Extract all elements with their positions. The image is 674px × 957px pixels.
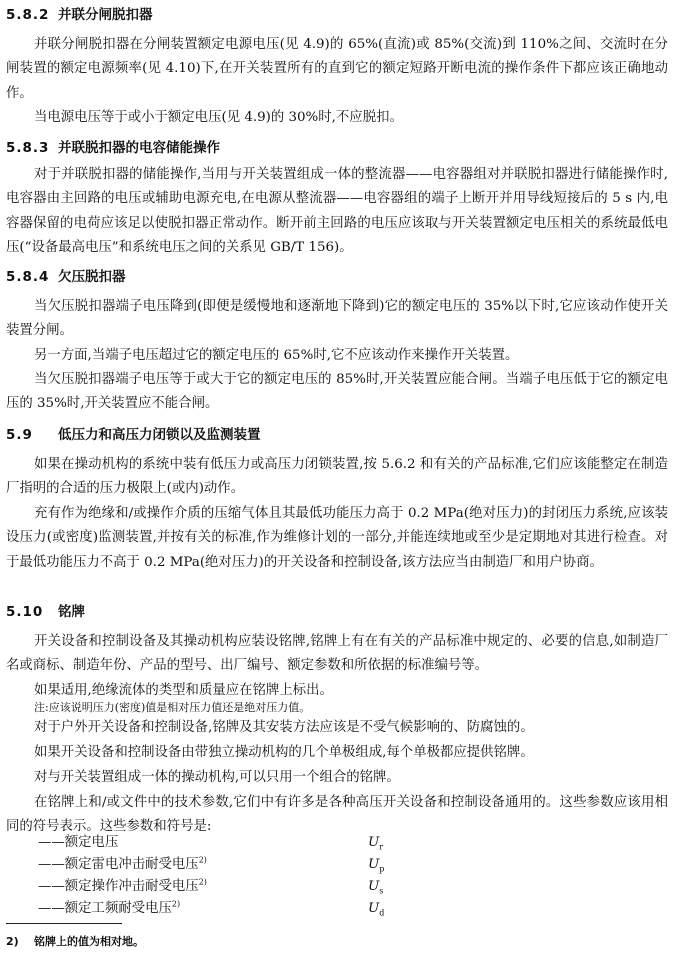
paragraph: 当欠压脱扣器端子电压等于或大于它的额定电压的 85%时,开关装置应能合闸。当端子电压低于它的额定电压的 35%时,开关装置应不能合闸。	[6, 372, 668, 412]
paragraph: 开关设备和控制设备及其操动机构应装设铭牌,铭牌上有在有关的产品标准中规定的、必要的信息,如制造厂名或商标、制造年份、产品的型号、出厂编号、额定参数和所依据的标准编号等。	[6, 634, 668, 674]
footnote-text: 铭牌上的值为相对地。	[34, 935, 144, 948]
note: 注:应该说明压力(密度)值是相对压力值还是绝对压力值。	[34, 701, 311, 714]
paragraph: 另一方面,当端子电压超过它的额定电压的 65%时,它不应该动作来操作开关装置。	[34, 348, 519, 363]
parameter-symbol: $U_s$	[368, 879, 384, 896]
paragraph: 在铭牌上和/或文件中的技术参数,它们中有许多是各种高压开关设备和控制设备通用的。这些参数应该用相同的符号表示。这些参数和符号是:	[6, 795, 668, 835]
parameter-symbol: $U_d$	[368, 901, 385, 918]
section-title: 并联分闸脱扣器	[58, 7, 153, 23]
parameter-row	[38, 898, 458, 920]
section-heading-5-8-3	[6, 139, 220, 157]
section-heading-5-8-4	[6, 268, 126, 286]
parameter-row	[38, 876, 458, 898]
parameter-row	[38, 854, 458, 876]
paragraph: 如果开关设备和控制设备由带独立操动机构的几个单极组成,每个单极都应提供铭牌。	[34, 745, 534, 760]
paragraph: 当欠压脱扣器端子电压降到(即便是缓慢地和逐渐地下降到)它的额定电压的 35%以下时,它应该动作使开关装置分闸。	[6, 299, 668, 339]
parameter-label: ——额定工频耐受电压$^{2)}$	[38, 899, 181, 916]
paragraph: 并联分闸脱扣器在分闸装置额定电源电压(见 4.9)的 65%(直流)或 85%(交流)到 110%之间、交流时在分闸装置的额定电源频率(见 4.10)下,在开关装置所有的直到它的额定短路开断电流的操作条件下都应该正确地动作。	[6, 37, 668, 101]
parameter-label: ——额定操作冲击耐受电压$^{2)}$	[38, 877, 207, 894]
parameter-symbol: $U_p$	[368, 857, 385, 874]
section-title: 并联脱扣器的电容储能操作	[58, 140, 220, 156]
section-heading-5-9	[6, 426, 261, 444]
paragraph: 对与开关装置组成一体的操动机构,可以只用一个组合的铭牌。	[34, 770, 400, 785]
paragraph: 充有作为绝缘和/或操作介质的压缩气体且其最低功能压力高于 0.2 MPa(绝对压力)的封闭压力系统,应该装设压力(或密度)监测装置,并按有关的标准,作为维修计划的一部分,并能连续地或至少是定期地对其进行检查。对于最低功能压力不高于 0.2 MPa(绝对压力)的开关设备和控制设备,该方法应当由制造厂和用户协商。	[6, 506, 668, 570]
parameter-row	[38, 832, 458, 854]
section-title: 低压力和高压力闭锁以及监测装置	[58, 427, 261, 443]
paragraph: 如果适用,绝缘流体的类型和质量应在铭牌上标出。	[34, 683, 333, 698]
section-number: 5.10	[6, 604, 44, 620]
section-number: 5.8.2	[6, 7, 50, 23]
parameter-symbol: $U_r$	[368, 835, 384, 852]
footnote-divider	[6, 923, 122, 924]
footnote-mark: 2)	[6, 935, 19, 948]
parameter-label: ——额定雷电冲击耐受电压$^{2)}$	[38, 855, 207, 872]
section-heading-5-8-2	[6, 6, 153, 24]
section-number: 5.8.4	[6, 269, 50, 285]
paragraph: 对于并联脱扣器的储能操作,当用与开关装置组成一体的整流器——电容器组对并联脱扣器进行储能操作时,电容器由主回路的电压或辅助电源充电,在电源从整流器——电容器组的端子上断开并用导线短接后的 5 s 内,电容器保留的电荷应该足以使脱扣器正常动作。断开前主回路的电压应该取与开关装置额定电压相关的系统最低电压(“设备最高电压”和系统电压之间的关系见 GB/T 156)。	[6, 167, 668, 255]
paragraph: 当电源电压等于或小于额定电压(见 4.9)的 30%时,不应脱扣。	[34, 110, 403, 125]
section-number: 5.8.3	[6, 140, 50, 156]
section-heading-5-10	[6, 603, 85, 621]
section-title: 欠压脱扣器	[58, 269, 126, 285]
paragraph: 如果在操动机构的系统中装有低压力或高压力闭锁装置,按 5.6.2 和有关的产品标准,它们应该能整定在制造厂指明的合适的压力极限上(或内)动作。	[6, 457, 668, 497]
paragraph: 对于户外开关设备和控制设备,铭牌及其安装方法应该是不受气候影响的、防腐蚀的。	[34, 720, 534, 735]
parameter-label: ——额定电压	[38, 835, 119, 850]
section-number: 5.9	[6, 427, 33, 443]
footnote	[6, 934, 144, 950]
section-title: 铭牌	[58, 604, 85, 620]
